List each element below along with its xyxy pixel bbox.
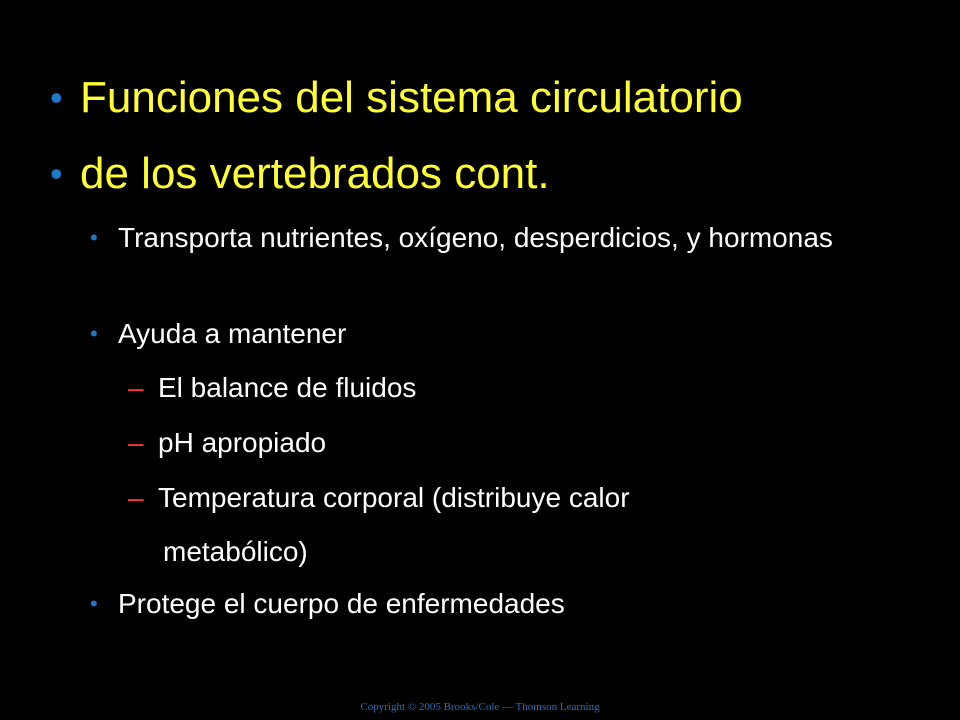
bullet-transporta [90,220,920,256]
sub-bullet-text: El balance de fluidos [158,372,417,403]
title-bullet: • [50,153,63,194]
sub-bullet-dash: – [128,427,144,458]
copyright-notice: Copyright © 2005 Brooks/Cole — Thomson Learning [360,701,600,713]
sub-bullet-temperatura [128,480,918,516]
bullet-dot: • [90,225,98,250]
title-bullet: • [50,77,63,118]
sub-bullet-text: pH apropiado [158,427,327,458]
title-text: de los vertebrados cont. [80,149,550,198]
bullet-text: Ayuda a mantener [118,318,347,349]
sub-bullet-continuation: metabólico) [163,536,308,567]
sub-bullet-text: Temperatura corporal (distribuye calor [158,482,630,513]
sub-bullet-ph [128,425,918,461]
bullet-dot: • [90,321,98,346]
sub-bullet-dash: – [128,372,144,403]
bullet-dot: • [90,591,98,616]
sub-bullet-dash: – [128,482,144,513]
bullet-protege [90,586,920,622]
bullet-ayuda [90,316,920,352]
bullet-text: Transporta nutrientes, oxígeno, desperdicios, y hormonas [118,222,833,253]
bullet-text: Protege el cuerpo de enfermedades [118,588,565,619]
title-text: Funciones del sistema circulatorio [80,73,743,122]
sub-bullet-balance [128,370,918,406]
